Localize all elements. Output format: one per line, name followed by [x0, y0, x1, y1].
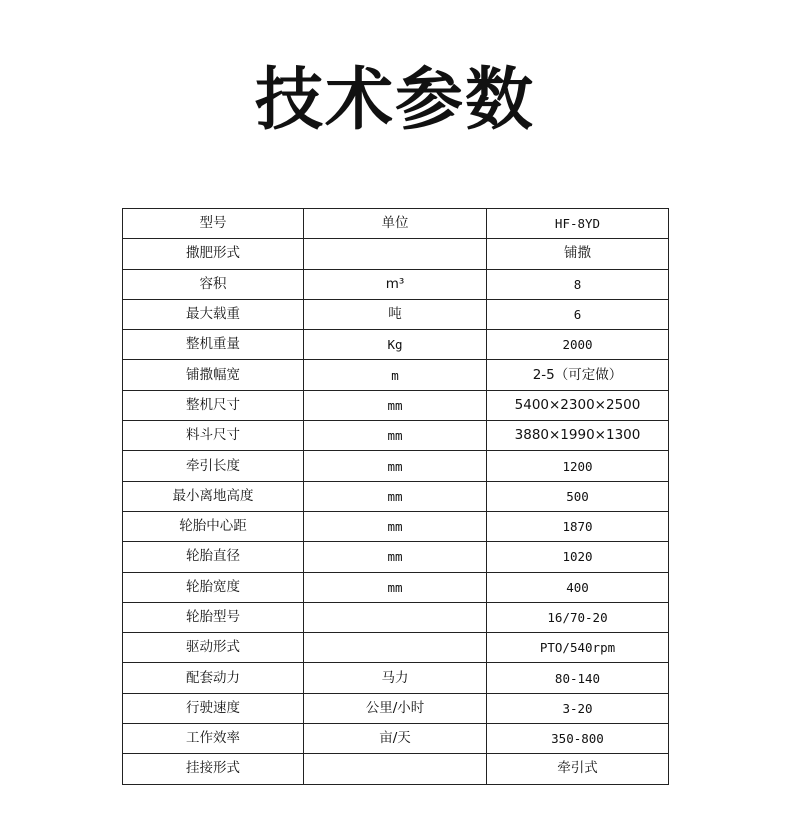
param-unit: mm: [304, 421, 487, 451]
table-row: [123, 421, 669, 451]
param-unit: mm: [304, 511, 487, 541]
param-value: 3880×1990×1300: [487, 421, 669, 451]
table-row: [123, 299, 669, 329]
param-name: 撒肥形式: [123, 239, 304, 269]
table-row: [123, 754, 669, 784]
table-row: [123, 360, 669, 390]
header-cell-model: HF-8YD: [487, 209, 669, 239]
param-value: 1870: [487, 511, 669, 541]
header-cell-parameter: 型号: [123, 209, 304, 239]
table-row: [123, 542, 669, 572]
table-row: [123, 572, 669, 602]
page-title: 技术参数: [254, 61, 535, 140]
table-row: [123, 269, 669, 299]
param-unit: 马力: [304, 663, 487, 693]
param-name: 挂接形式: [123, 754, 304, 784]
param-unit: mm: [304, 481, 487, 511]
param-value: 400: [487, 572, 669, 602]
param-unit: mm: [304, 572, 487, 602]
param-name: 工作效率: [123, 724, 304, 754]
param-unit: m: [304, 360, 487, 390]
table-row: [123, 724, 669, 754]
param-value: 2-5（可定做）: [487, 360, 669, 390]
param-name: 整机重量: [123, 330, 304, 360]
header-cell-unit: 单位: [304, 209, 487, 239]
table-row: [123, 663, 669, 693]
param-value: 80-140: [487, 663, 669, 693]
param-unit: mm: [304, 390, 487, 420]
param-value: 3-20: [487, 693, 669, 723]
table-row: [123, 390, 669, 420]
param-value: 1200: [487, 451, 669, 481]
param-name: 整机尺寸: [123, 390, 304, 420]
param-name: 驱动形式: [123, 633, 304, 663]
param-name: 容积: [123, 269, 304, 299]
table-row: [123, 239, 669, 269]
param-unit: mm: [304, 451, 487, 481]
spec-table: [122, 208, 669, 785]
param-name: 配套动力: [123, 663, 304, 693]
param-value: 2000: [487, 330, 669, 360]
param-name: 牵引长度: [123, 451, 304, 481]
param-name: 最小离地高度: [123, 481, 304, 511]
param-value: 牵引式: [487, 754, 669, 784]
param-unit: 吨: [304, 299, 487, 329]
param-unit: [304, 633, 487, 663]
table-row: [123, 602, 669, 632]
param-value: 16/70-20: [487, 602, 669, 632]
param-name: 轮胎中心距: [123, 511, 304, 541]
param-unit: [304, 239, 487, 269]
param-name: 最大载重: [123, 299, 304, 329]
param-name: 料斗尺寸: [123, 421, 304, 451]
param-unit: [304, 602, 487, 632]
param-name: 轮胎宽度: [123, 572, 304, 602]
table-row: [123, 633, 669, 663]
param-unit: 公里/小时: [304, 693, 487, 723]
param-unit: [304, 754, 487, 784]
param-unit: m³: [304, 269, 487, 299]
param-name: 轮胎型号: [123, 602, 304, 632]
table-row: [123, 511, 669, 541]
table-row: [123, 481, 669, 511]
param-name: 行驶速度: [123, 693, 304, 723]
param-value: PTO/540rpm: [487, 633, 669, 663]
param-unit: 亩/天: [304, 724, 487, 754]
param-value: 500: [487, 481, 669, 511]
param-unit: mm: [304, 542, 487, 572]
table-row: [123, 451, 669, 481]
table-header-row: [123, 209, 669, 239]
param-name: 铺撒幅宽: [123, 360, 304, 390]
param-value: 5400×2300×2500: [487, 390, 669, 420]
param-value: 350-800: [487, 724, 669, 754]
param-value: 1020: [487, 542, 669, 572]
param-value: 铺撒: [487, 239, 669, 269]
table-row: [123, 330, 669, 360]
param-name: 轮胎直径: [123, 542, 304, 572]
param-value: 8: [487, 269, 669, 299]
param-value: 6: [487, 299, 669, 329]
table-row: [123, 693, 669, 723]
param-unit: Kg: [304, 330, 487, 360]
